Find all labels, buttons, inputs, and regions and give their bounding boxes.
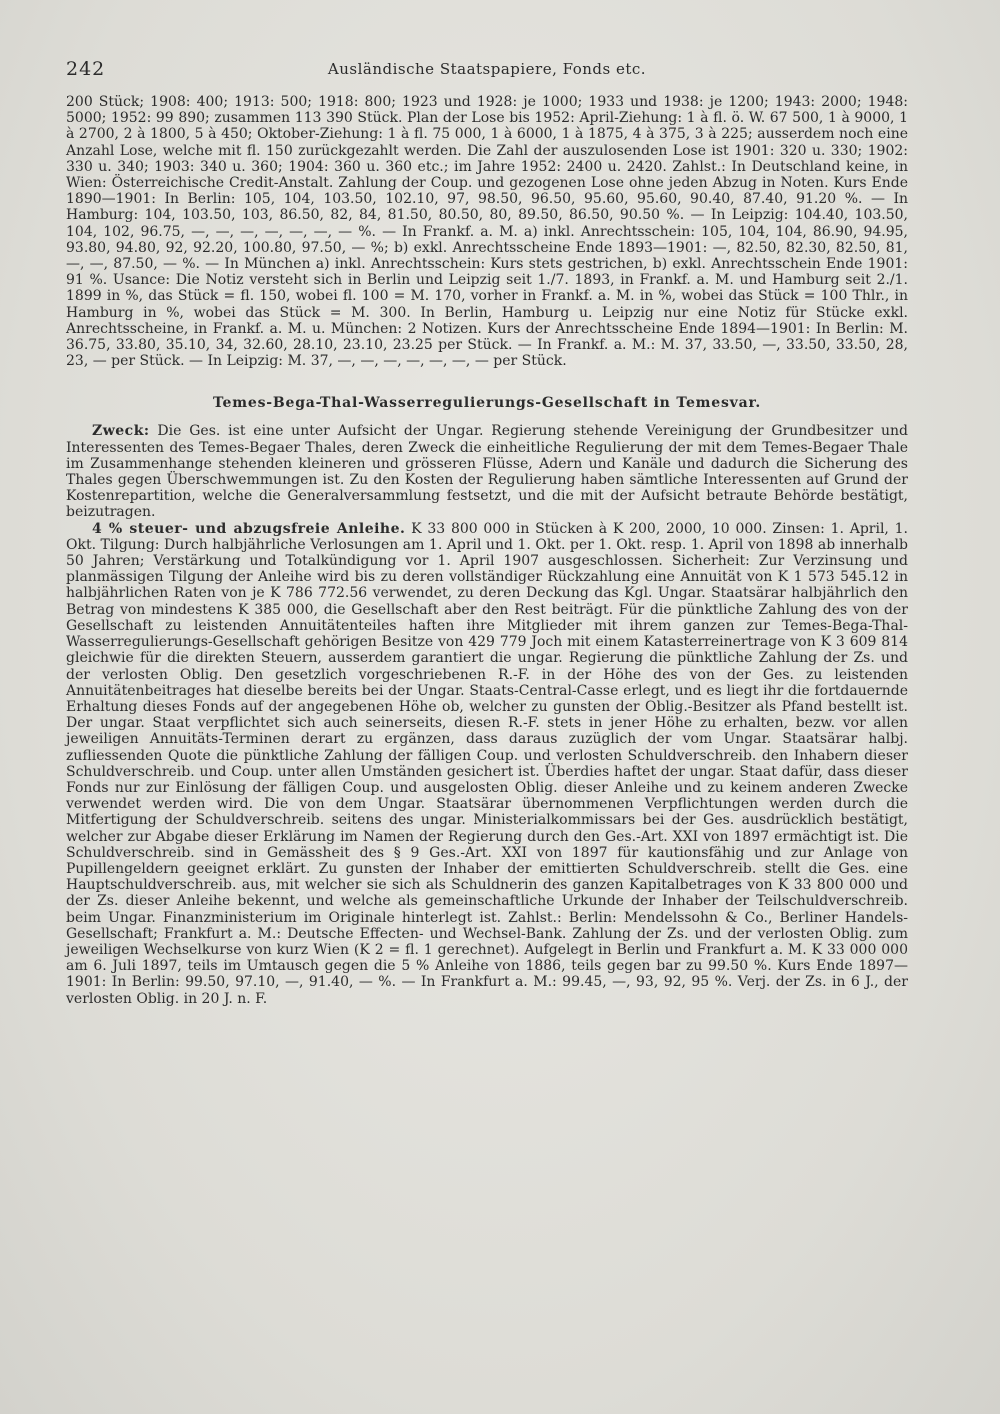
section-title <box>66 395 908 411</box>
bond-paragraph <box>66 521 908 1007</box>
purpose-paragraph <box>66 423 908 520</box>
bond-title: 4 % steuer- und abzugsfreie Anleihe. <box>92 520 406 537</box>
section-title-company: Temes-Bega-Thal-Wasserregulierungs-Gesellschaft <box>212 395 648 412</box>
page-number: 242 <box>66 58 106 80</box>
continuation-text: 200 Stück; 1908: 400; 1913: 500; 1918: 800; 1923 und 1928: je 1000; 1933 und 1938: je 1200; 1943: 2000; 1948: 5000; 1952: 99 890; zusammen 113 390 Stück. Plan der Lose bis 1952: April-Ziehung: 1 à fl. ö. W. 67 500, 1 à 9000, 1 à 2700, 2 à 1800, 5 à 450; Oktober-Ziehung: 1 à fl. 75 000, 1 à 6000, 1 à 1875, 4 à 375, 3 à 225; ausserdem noch eine Anzahl Lose, welche mit fl. 150 zurückgezahlt werden. Die Zahl der auszulosenden Lose ist 1901: 320 u. 330; 1902: 330 u. 340; 1903: 340 u. 360; 1904: 360 u. 360 etc.; im Jahre 1952: 2400 u. 2420. Zahlst.: In Deutschland keine, in Wien: Österreichische Credit-Anstalt. Zahlung der Coup. und gezogenen Lose ohne jeden Abzug in Noten. Kurs Ende 1890—1901: In Berlin: 105, 104, 103.50, 102.10, 97, 98.50, 96.50, 95.60, 95.60, 90.40, 87.40, 91.20 %. — In Hamburg: 104, 103.50, 103, 86.50, 82, 84, 81.50, 80.50, 80, 89.50, 86.50, 90.50 %. — In Leipzig: 104.40, 103.50, 104, 102, 96.75, —, —, —, —, —, —, — %. — In Frankf. a. M. a) inkl. Anrechtsschein: 105, 104, 104, 86.90, 94.95, 93.80, 94.80, 92, 92.20, 100.80, 97.50, — %; b) exkl. Anrechtsscheine Ende 1893—1901: —, 82.50, 82.30, 82.50, 81, —, —, 87.50, — %. — In München a) inkl. Anrechtsschein: Kurs stets gestrichen, b) exkl. Anrechtsschein Ende 1901: 91 %. Usance: Die Notiz versteht sich in Berlin und Leipzig seit 1./7. 1893, in Frankf. a. M. und Hamburg seit 2./1. 1899 in %, das Stück = fl. 150, wobei fl. 100 = M. 170, vorher in Frankf. a. M. in %, wobei das Stück = 100 Thlr., in Hamburg in %, wobei das Stück = M. 300. In Berlin, Hamburg u. Leipzig nur eine Notiz für Stücke exkl. Anrechtsscheine, in Frankf. a. M. u. München: 2 Notizen. Kurs der Anrechtsscheine Ende 1894—1901: In Berlin: M. 36.75, 33.80, 35.10, 34, 32.60, 28.10, 23.10, 23.25 per Stück. — In Frankf. a. M.: M. 37, 33.50, —, 33.50, 33.50, 28, 23, — per Stück. — In Leipzig: M. 37, —, —, —, —, —, —, — per Stück. <box>66 94 908 370</box>
continuation-paragraph <box>66 94 908 369</box>
section-title-in: in <box>653 395 671 412</box>
bond-text: K 33 800 000 in Stücken à K 200, 2000, 10 000. Zinsen: 1. April, 1. Okt. Tilgung: Durch halbjährliche Verlosungen am 1. April und 1. Okt. per 1. Okt. resp. 1. April von 1898 ab innerhalb 50 Jahren; Verstärkung und Totalkündigung vor 1. April 1907 ausgeschlossen. Sicherheit: Zur Verzinsung und planmässigen Tilgung der Anleihe wird bis zu deren vollständiger Rückzahlung eine Annuität von K 1 573 545.12 in halbjährlichen Raten von je K 786 772.56 verwendet, zu deren Deckung das Kgl. Ungar. Staatsärar halbjährlich den Betrag von mindestens K 385 000, die Gesellschaft aber den Rest beiträgt. Für die pünktliche Zahlung des von der Gesellschaft zu leistenden Annuitätenteiles haften ihre Mitglieder mit ihrem ganzen zur Temes-Bega-Thal-Wasserregulierungs-Gesellschaft gehörigen Besitze von 429 779 Joch mit einem Katasterreinertrage von K 3 609 814 gleichwie für die direkten Steuern, ausserdem garantiert die ungar. Regierung die pünktliche Zahlung der Zs. und der verlosten Oblig. Den gesetzlich vorgeschriebenen R.-F. in der Höhe des von der Ges. zu leistenden Annuitätenbeitrages hat dieselbe bereits bei der Ungar. Staats-Central-Casse erlegt, und es liegt ihr die fortdauernde Erhaltung dieses Fonds auf der angegebenen Höhe ob, welcher zu gunsten der Oblig.-Besitzer als Pfand bestellt ist. Der ungar. Staat verpflichtet sich auch seinerseits, diesen R.-F. stets in jener Höhe zu erhalten, bezw. vor allen jeweiligen Annuitäts-Terminen derart zu ergänzen, dass daraus zuzüglich der vom Ungar. Staatsärar halbj. zufliessenden Quote die pünktliche Zahlung der fälligen Coup. und verlosten Schuldverschreib. den Inhabern dieser Schuldverschreib. und Coup. unter allen Umständen gesichert ist. Überdies haftet der ungar. Staat dafür, dass dieser Fonds nur zur Einlösung der fälligen Coup. und ausgelosten Oblig. dieser Anleihe und zu keinem anderen Zwecke verwendet werden wird. Die von dem Ungar. Staatsärar übernommenen Verpflichtungen werden durch die Mitfertigung der Schuldverschreib. seitens des ungar. Ministerialkommissars bei der Ges. ausdrücklich bestätigt, welcher zur Abgabe dieser Erklärung im Namen der Regierung durch den Ges.-Art. XXI von 1897 ermächtigt ist. Die Schuldverschreib. sind in Gemässheit des § 9 Ges.-Art. XXI von 1897 für kautionsfähig und zur Anlage von Pupillengeldern geeignet erklärt. Zu gunsten der Inhaber der emittierten Schuldverschreib. stellt die Ges. eine Hauptschuldverschreib. aus, mit welcher sie sich als Schuldnerin des ganzen Kapitalbetrages von K 33 800 000 und der Zs. dieser Anleihe bekennt, und welche als gemeinschaftliche Urkunde der Inhaber der Teilschuldverschreib. beim Ungar. Finanzministerium im Originale hinterlegt ist. Zahlst.: Berlin: Mendelssohn & Co., Berliner Handels-Gesellschaft; Frankfurt a. M.: Deutsche Effecten- und Wechsel-Bank. Zahlung der Zs. und der verlosten Oblig. zum jeweiligen Wechselkurse von kurz Wien (K 2 = fl. 1 gerechnet). Aufgelegt in Berlin und Frankfurt a. M. K 33 000 000 am 6. Juli 1897, teils im Umtausch gegen die 5 % Anleihe von 1886, teils gegen bar zu 99.50 %. Kurs Ende 1897—1901: In Berlin: 99.50, 97.10, —, 91.40, — %. — In Frankfurt a. M.: 99.45, —, 93, 92, 95 %. Verj. der Zs. in 6 J., der verlosten Oblig. in 20 J. n. F. <box>66 520 908 1007</box>
running-head: Ausländische Staatspapiere, Fonds etc. <box>327 60 647 78</box>
purpose-label: Zweck: <box>92 423 150 440</box>
page-header <box>66 58 908 88</box>
section-title-place: Temesvar. <box>676 395 762 412</box>
section-body <box>66 423 908 1006</box>
purpose-text: Die Ges. ist eine unter Aufsicht der Ungar. Regierung stehende Vereinigung der Grundbesitzer und Interessenten des Temes-Begaer Thales, deren Zweck die einheitliche Regulierung der mit dem Temes-Begaer Thale im Zusammenhange stehenden kleineren und grösseren Flüsse, Adern und Kanäle und dadurch die Sicherung des Thales gegen Überschwemmungen ist. Zu den Kosten der Regulierung haben sämtliche Interessenten auf Grund der Kostenrepartition, welche die Generalversammlung festsetzt, und die mit der Aufsicht betraute Behörde bestätigt, beizutragen. <box>66 423 909 521</box>
